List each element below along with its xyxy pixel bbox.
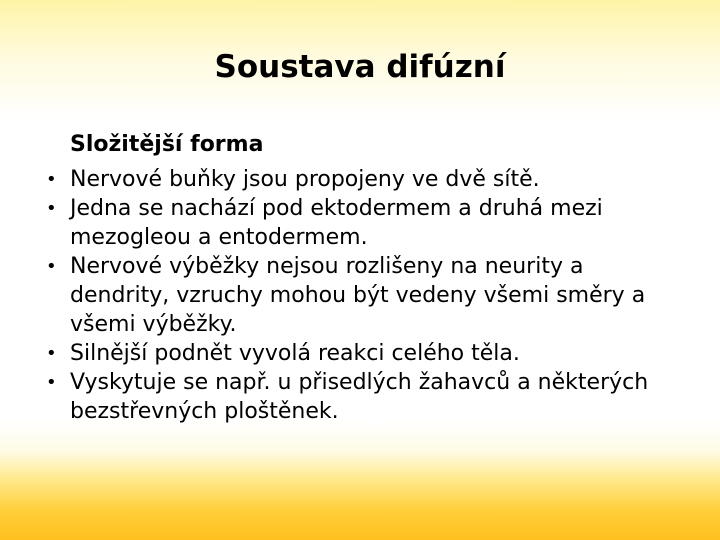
bullet-item: [40, 165, 680, 194]
bullet-dot-icon: •: [46, 198, 57, 219]
bullet-text: Jedna se nachází pod ektodermem a druhá mezi mezogleou a entodermem.: [70, 196, 603, 250]
slide-title: Soustava difúzní: [214, 49, 506, 85]
bullet-dot-icon: •: [46, 169, 57, 190]
bullet-text: Nervové buňky jsou propojeny ve dvě sítě.: [70, 167, 540, 192]
bullet-item: [40, 368, 680, 426]
bullet-text: Silnější podnět vyvolá reakci celého těla.: [70, 341, 520, 366]
bullet-list: [40, 165, 680, 426]
bullet-item: [40, 339, 680, 368]
bullet-dot-icon: •: [46, 343, 57, 364]
bullet-dot-icon: •: [46, 372, 57, 393]
bullet-item: [40, 194, 680, 252]
bullet-text: Nervové výběžky nejsou rozlišeny na neurity a dendrity, vzruchy mohou být vedeny všemi směry a všemi výběžky.: [70, 254, 646, 337]
bullet-item: [40, 252, 680, 339]
slide-subtitle: Složitější forma: [70, 132, 264, 157]
bullet-dot-icon: •: [46, 256, 57, 277]
bullet-text: Vyskytuje se např. u přisedlých žahavců a některých bezstřevných ploštěnek.: [70, 370, 649, 424]
